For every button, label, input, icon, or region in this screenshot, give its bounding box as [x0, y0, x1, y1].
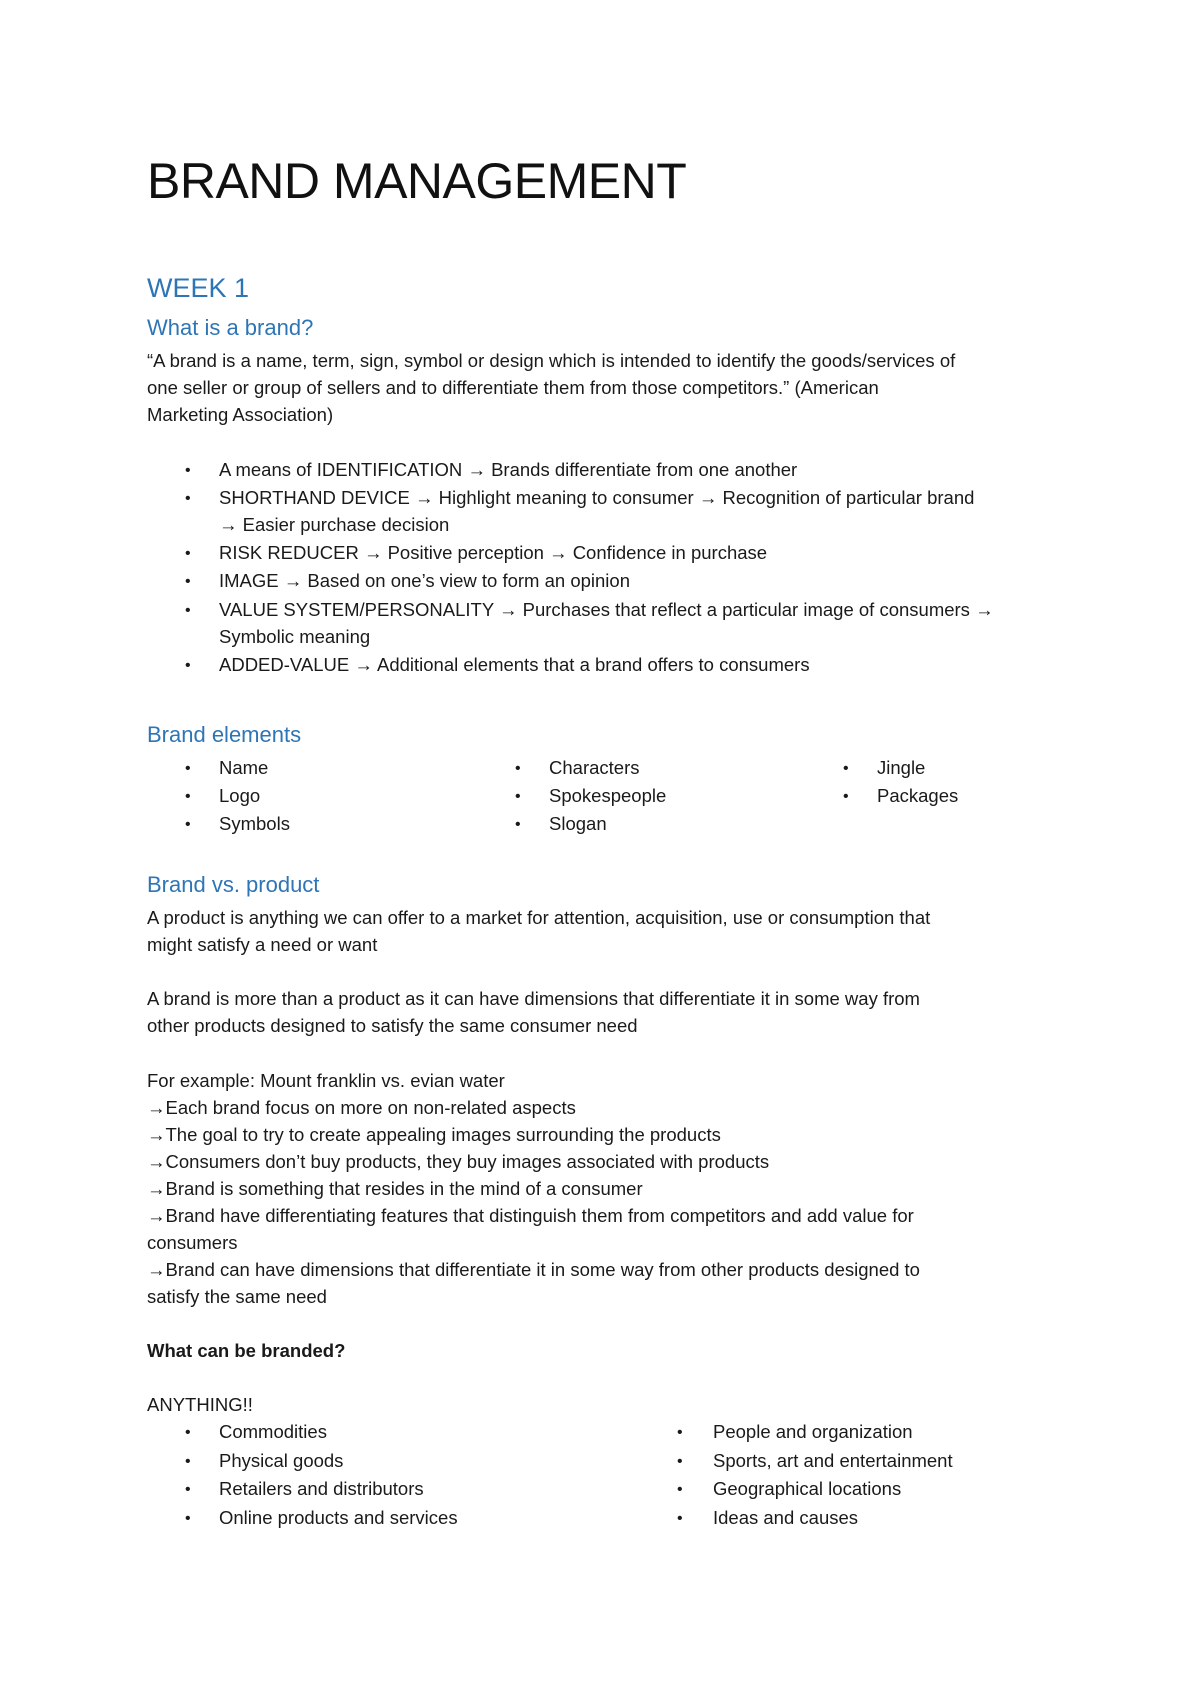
arrow-icon: → — [499, 599, 518, 620]
arrow-line: →Each brand focus on more on non-related aspects — [147, 1097, 576, 1118]
arrow-icon: → — [147, 1151, 166, 1172]
paragraph-line: A product is anything we can offer to a market for attention, acquisition, use or consumption that — [147, 907, 931, 928]
week-heading: WEEK 1 — [147, 273, 250, 303]
arrow-icon: → — [147, 1124, 166, 1145]
list-item: Sports, art and entertainment — [713, 1450, 953, 1471]
arrow-icon: → — [363, 542, 383, 563]
list-item: VALUE SYSTEM/PERSONALITY → Purchases that reflect a particular image of consumers → — [219, 599, 994, 620]
arrow-icon: → — [147, 1097, 166, 1118]
arrow-icon: → — [354, 654, 373, 675]
section-heading-what-is-brand: What is a brand? — [147, 315, 314, 340]
bullet-icon: • — [185, 657, 191, 674]
list-item: People and organization — [713, 1421, 913, 1442]
list-item: Jingle — [877, 757, 926, 778]
list-item: Physical goods — [219, 1450, 344, 1471]
list-item: ADDED-VALUE → Additional elements that a brand offers to consumers — [219, 654, 810, 675]
arrow-icon: → — [147, 1259, 166, 1280]
list-item: RISK REDUCER → Positive perception → Confidence in purchase — [219, 542, 768, 563]
bullet-icon: • — [185, 1424, 191, 1441]
list-item: Retailers and distributors — [219, 1478, 424, 1499]
list-item: Commodities — [219, 1421, 327, 1442]
bullet-icon: • — [185, 490, 191, 507]
bullet-icon: • — [185, 545, 191, 562]
section-heading-brand-elements: Brand elements — [147, 722, 302, 747]
bullet-icon: • — [515, 760, 521, 777]
arrow-line: →The goal to try to create appealing images surrounding the products — [147, 1124, 721, 1145]
arrow-line: →Brand have differentiating features that distinguish them from competitors and add value for — [147, 1205, 914, 1226]
paragraph-line: A brand is more than a product as it can have dimensions that differentiate it in some way from — [147, 988, 920, 1009]
bullet-icon: • — [185, 462, 191, 479]
page-title: BRAND MANAGEMENT — [147, 153, 687, 209]
arrow-icon: → — [549, 542, 568, 563]
list-item: Online products and services — [219, 1507, 458, 1528]
list-item-continuation: Symbolic meaning — [219, 626, 371, 647]
bullet-icon: • — [677, 1510, 683, 1527]
bullet-icon: • — [515, 788, 521, 805]
bullet-icon: • — [677, 1481, 683, 1498]
list-item: IMAGE → Based on one’s view to form an opinion — [219, 570, 630, 591]
quote-line: “A brand is a name, term, sign, symbol or design which is intended to identify the goods/services of — [147, 350, 956, 371]
arrow-line-continuation: consumers — [147, 1232, 238, 1253]
arrow-icon: → — [975, 599, 994, 620]
bullet-icon: • — [185, 573, 191, 590]
section-heading-brand-vs-product: Brand vs. product — [147, 872, 320, 897]
subheading-what-can-be-branded: What can be branded? — [147, 1340, 346, 1361]
list-item: Logo — [219, 785, 261, 806]
arrow-line: →Brand is something that resides in the mind of a consumer — [147, 1178, 643, 1199]
arrow-icon: → — [283, 570, 303, 591]
bullet-icon: • — [843, 788, 849, 805]
list-item: Symbols — [219, 813, 290, 834]
arrow-icon: → — [467, 459, 486, 480]
list-item: SHORTHAND DEVICE → Highlight meaning to consumer → Recognition of particular brand — [219, 487, 975, 508]
arrow-icon: → — [698, 487, 718, 508]
bullet-icon: • — [185, 1453, 191, 1470]
list-item: Spokespeople — [549, 785, 667, 806]
quote-line: Marketing Association) — [147, 404, 334, 425]
list-item: A means of IDENTIFICATION → Brands differentiate from one another — [219, 459, 798, 480]
bullet-icon: • — [185, 760, 191, 777]
arrow-icon: → — [147, 1178, 166, 1199]
paragraph-line: might satisfy a need or want — [147, 934, 378, 955]
list-item: Geographical locations — [713, 1478, 902, 1499]
list-item: Ideas and causes — [713, 1507, 859, 1528]
example-line: For example: Mount franklin vs. evian water — [147, 1070, 505, 1091]
anything-text: ANYTHING!! — [147, 1394, 253, 1415]
bullet-icon: • — [185, 1481, 191, 1498]
bullet-icon: • — [185, 788, 191, 805]
list-item-continuation: → Easier purchase decision — [219, 514, 450, 535]
bullet-icon: • — [677, 1453, 683, 1470]
arrow-icon: → — [147, 1205, 166, 1226]
bullet-icon: • — [185, 602, 191, 619]
bullet-icon: • — [185, 816, 191, 833]
list-item: Packages — [877, 785, 959, 806]
bullet-icon: • — [185, 1510, 191, 1527]
list-item: Slogan — [549, 813, 607, 834]
arrow-icon: → — [415, 487, 434, 508]
paragraph-line: other products designed to satisfy the same consumer need — [147, 1015, 638, 1036]
arrow-line: →Consumers don’t buy products, they buy images associated with products — [147, 1151, 770, 1172]
bullet-icon: • — [515, 816, 521, 833]
bullet-icon: • — [677, 1424, 683, 1441]
arrow-line: →Brand can have dimensions that differentiate it in some way from other products designed to — [147, 1259, 920, 1280]
list-item: Characters — [549, 757, 640, 778]
arrow-icon: → — [219, 514, 238, 535]
list-item: Name — [219, 757, 269, 778]
bullet-icon: • — [843, 760, 849, 777]
arrow-line-continuation: satisfy the same need — [147, 1286, 327, 1307]
quote-line: one seller or group of sellers and to differentiate them from those competitors.” (American — [147, 377, 879, 398]
